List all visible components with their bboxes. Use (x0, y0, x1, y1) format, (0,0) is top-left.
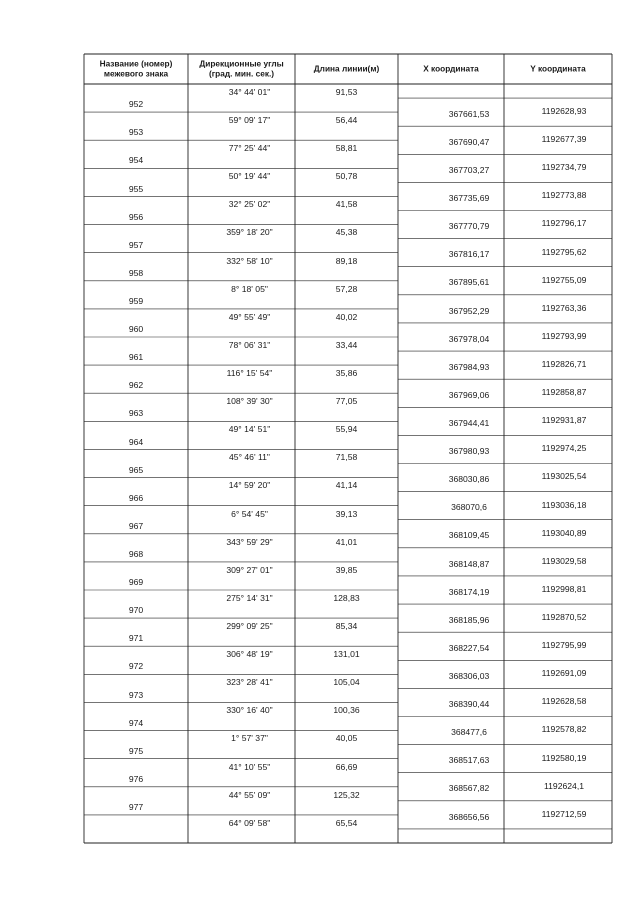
line-length-cell: 33,44 (335, 339, 358, 350)
line-length-cell: 40,02 (335, 311, 358, 322)
y-coordinate-cell: 1192773,88 (541, 190, 587, 201)
direction-angle-cell: 275° 14' 31" (226, 592, 273, 603)
direction-angle-cell: 1° 57' 37" (231, 733, 268, 744)
line-length-cell: 131,01 (333, 649, 360, 660)
y-coordinate-cell: 1192998,81 (541, 583, 587, 594)
point-name-cell: 964 (128, 436, 144, 447)
header-point-name-line1: Название (номер) (99, 58, 173, 69)
direction-angle-cell: 34° 44' 01" (228, 86, 271, 97)
y-coordinate-cell: 1192578,82 (541, 724, 587, 735)
direction-angle-cell: 32° 25' 02" (228, 199, 271, 210)
direction-angle-cell: 41° 10' 55" (228, 761, 271, 772)
direction-angle-cell: 343° 59' 29" (226, 536, 273, 547)
point-name-cell: 971 (128, 633, 144, 644)
direction-angle-cell: 323° 28' 41" (226, 677, 273, 688)
header-point-name (100, 60, 173, 79)
x-coordinate-cell: 367895,61 (448, 277, 490, 288)
header-x-coordinate: X координата (423, 63, 479, 74)
point-name-cell: 956 (128, 211, 144, 222)
point-name-cell: 973 (128, 689, 144, 700)
header-line-length: Длина линии(м) (313, 63, 380, 74)
line-length-cell: 39,13 (335, 508, 358, 519)
x-coordinate-cell: 368227,54 (448, 642, 490, 653)
x-coordinate-cell: 368109,45 (448, 530, 490, 541)
y-coordinate-cell: 1192870,52 (541, 611, 587, 622)
header-point-name-line2: межевого знака (103, 68, 169, 78)
x-coordinate-cell: 367690,47 (448, 136, 490, 147)
point-name-cell: 955 (128, 183, 144, 194)
direction-angle-cell: 77° 25' 44" (228, 143, 271, 154)
direction-angle-cell: 49° 14' 51" (228, 424, 271, 435)
x-coordinate-cell: 368030,86 (448, 474, 490, 485)
x-coordinate-cell: 367952,29 (448, 305, 490, 316)
point-name-cell: 969 (128, 577, 144, 588)
x-coordinate-cell: 367969,06 (448, 389, 490, 400)
line-length-cell: 41,14 (335, 480, 358, 491)
line-length-cell: 41,01 (335, 536, 358, 547)
line-length-cell: 128,83 (333, 592, 360, 603)
y-coordinate-cell: 1192712,59 (541, 808, 587, 819)
line-length-cell: 41,58 (335, 199, 358, 210)
y-coordinate-cell: 1192793,99 (541, 330, 587, 341)
y-coordinate-cell: 1193029,58 (541, 555, 587, 566)
x-coordinate-cell: 367661,53 (448, 108, 490, 119)
y-coordinate-cell: 1193036,18 (541, 499, 587, 510)
line-length-cell: 40,05 (335, 733, 358, 744)
line-length-cell: 55,94 (335, 424, 358, 435)
point-name-cell: 977 (128, 802, 144, 813)
x-coordinate-cell: 368477,6 (451, 727, 487, 738)
direction-angle-cell: 59° 09' 17" (228, 114, 271, 125)
x-coordinate-cell: 368070,6 (451, 502, 487, 513)
line-length-cell: 65,54 (335, 817, 358, 828)
y-coordinate-cell: 1192734,79 (541, 162, 587, 173)
line-length-cell: 85,34 (335, 620, 358, 631)
point-name-cell: 958 (128, 267, 144, 278)
direction-angle-cell: 306° 48' 19" (226, 649, 273, 660)
x-coordinate-cell: 368306,03 (448, 671, 490, 682)
direction-angle-cell: 49° 55' 49" (228, 311, 271, 322)
point-name-cell: 960 (128, 324, 144, 335)
line-length-cell: 89,18 (335, 255, 358, 266)
y-coordinate-cell: 1192580,19 (541, 752, 587, 763)
y-coordinate-cell: 1193025,54 (541, 471, 587, 482)
line-length-cell: 91,53 (335, 86, 358, 97)
header-direction-angle-line1: Дирекционные углы (199, 58, 284, 69)
x-coordinate-cell: 367984,93 (448, 361, 490, 372)
direction-angle-cell: 50° 19' 44" (228, 171, 271, 182)
x-coordinate-cell: 368174,19 (448, 586, 490, 597)
point-name-cell: 975 (128, 745, 144, 756)
direction-angle-cell: 44° 55' 09" (228, 789, 271, 800)
direction-angle-cell: 330° 16' 40" (226, 705, 273, 716)
direction-angle-cell: 116° 15' 54" (226, 367, 273, 378)
direction-angle-cell: 309° 27' 01" (226, 564, 273, 575)
direction-angle-cell: 299° 09' 25" (226, 620, 273, 631)
y-coordinate-cell: 1192826,71 (541, 358, 587, 369)
line-length-cell: 58,81 (335, 143, 358, 154)
x-coordinate-cell: 368567,82 (448, 783, 490, 794)
direction-angle-cell: 14° 59' 20" (228, 480, 271, 491)
line-length-cell: 39,85 (335, 564, 358, 575)
direction-angle-cell: 78° 06' 31" (228, 339, 271, 350)
x-coordinate-cell: 368390,44 (448, 699, 490, 710)
x-coordinate-cell: 367816,17 (448, 249, 490, 260)
direction-angle-cell: 6° 54' 45" (231, 508, 268, 519)
point-name-cell: 959 (128, 296, 144, 307)
x-coordinate-cell: 368148,87 (448, 558, 490, 569)
line-length-cell: 66,69 (335, 761, 358, 772)
y-coordinate-cell: 1192628,93 (541, 105, 587, 116)
y-coordinate-cell: 1192677,39 (541, 134, 587, 145)
x-coordinate-cell: 368656,56 (448, 811, 490, 822)
line-length-cell: 57,28 (335, 283, 358, 294)
point-name-cell: 961 (128, 352, 144, 363)
line-length-cell: 100,36 (333, 705, 360, 716)
point-name-cell: 966 (128, 492, 144, 503)
x-coordinate-cell: 367978,04 (448, 333, 490, 344)
x-coordinate-cell: 367703,27 (448, 165, 490, 176)
direction-angle-cell: 8° 18' 05" (231, 283, 268, 294)
line-length-cell: 56,44 (335, 114, 358, 125)
point-name-cell: 962 (128, 380, 144, 391)
direction-angle-cell: 64° 09' 58" (228, 817, 271, 828)
y-coordinate-cell: 1193040,89 (541, 527, 587, 538)
point-name-cell: 970 (128, 605, 144, 616)
x-coordinate-cell: 368185,96 (448, 614, 490, 625)
y-coordinate-cell: 1192755,09 (541, 274, 587, 285)
point-name-cell: 967 (128, 520, 144, 531)
point-name-cell: 976 (128, 773, 144, 784)
y-coordinate-cell: 1192795,62 (541, 246, 587, 257)
y-coordinate-cell: 1192796,17 (541, 218, 587, 229)
direction-angle-cell: 332° 58' 10" (226, 255, 273, 266)
x-coordinate-cell: 367944,41 (448, 418, 490, 429)
point-name-cell: 965 (128, 464, 144, 475)
point-name-cell: 952 (128, 99, 144, 110)
x-coordinate-cell: 367980,93 (448, 446, 490, 457)
y-coordinate-cell: 1192763,36 (541, 302, 587, 313)
header-y-coordinate: Y координата (530, 63, 586, 74)
x-coordinate-cell: 367735,69 (448, 193, 490, 204)
line-length-cell: 105,04 (333, 677, 360, 688)
line-length-cell: 71,58 (335, 452, 358, 463)
y-coordinate-cell: 1192624,1 (544, 780, 584, 791)
y-coordinate-cell: 1192795,99 (541, 640, 587, 651)
line-length-cell: 50,78 (335, 171, 358, 182)
y-coordinate-cell: 1192858,87 (541, 387, 587, 398)
line-length-cell: 35,86 (335, 367, 358, 378)
header-direction-angle-line2: (град. мин. сек.) (208, 68, 275, 78)
y-coordinate-cell: 1192974,25 (541, 443, 587, 454)
point-name-cell: 963 (128, 408, 144, 419)
y-coordinate-cell: 1192691,09 (541, 668, 587, 679)
point-name-cell: 972 (128, 661, 144, 672)
direction-angle-cell: 359° 18' 20" (226, 227, 273, 238)
point-name-cell: 954 (128, 155, 144, 166)
line-length-cell: 125,32 (333, 789, 360, 800)
y-coordinate-cell: 1192628,58 (541, 696, 587, 707)
x-coordinate-cell: 368517,63 (448, 755, 490, 766)
x-coordinate-cell: 367770,79 (448, 221, 490, 232)
point-name-cell: 974 (128, 717, 144, 728)
header-direction-angle (199, 60, 283, 79)
direction-angle-cell: 45° 46' 11" (229, 452, 270, 463)
point-name-cell: 968 (128, 549, 144, 560)
point-name-cell: 953 (128, 127, 144, 138)
line-length-cell: 45,38 (335, 227, 358, 238)
line-length-cell: 77,05 (335, 396, 358, 407)
direction-angle-cell: 108° 39' 30" (226, 396, 273, 407)
y-coordinate-cell: 1192931,87 (541, 415, 587, 426)
point-name-cell: 957 (128, 239, 144, 250)
